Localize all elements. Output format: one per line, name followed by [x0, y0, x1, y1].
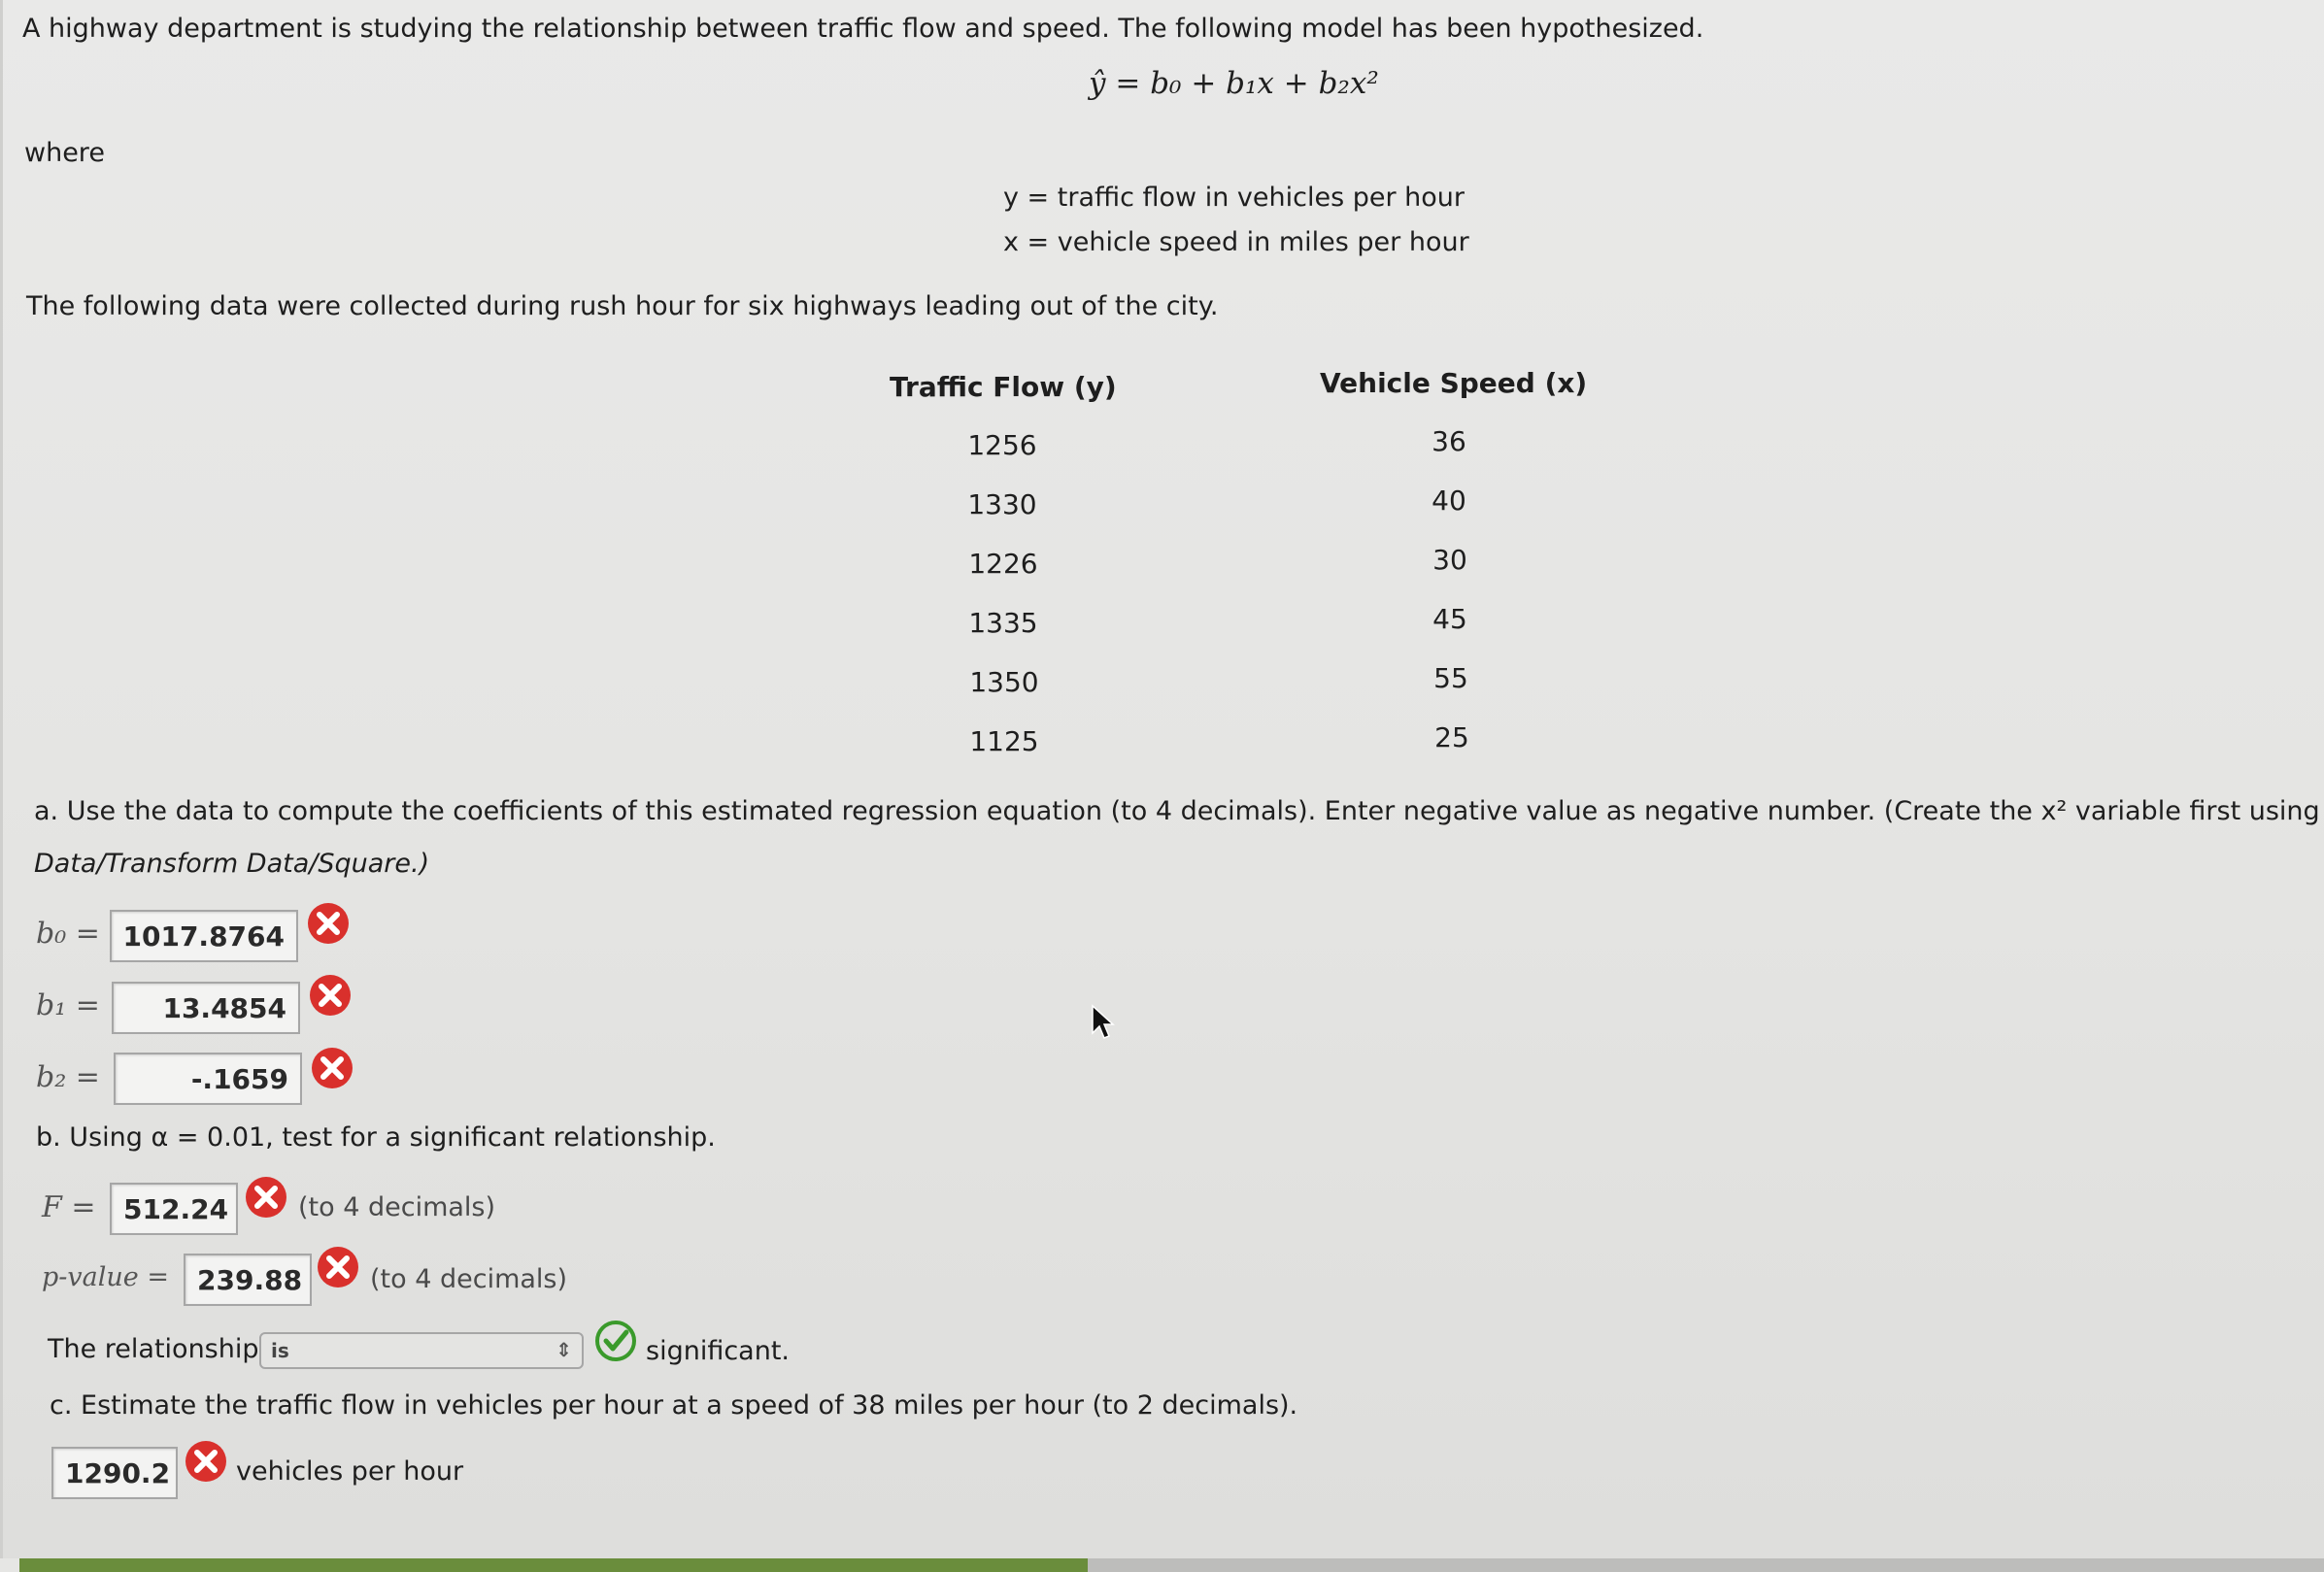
table-cell: 40 [1431, 485, 1466, 517]
traffic-flow-estimate-input[interactable]: 1290.2 [51, 1447, 178, 1499]
table-cell: 36 [1431, 425, 1466, 457]
correct-icon [593, 1319, 638, 1363]
b1-input[interactable]: 13.4854 [112, 982, 300, 1034]
f-stat-hint: (to 4 decimals) [298, 1192, 496, 1222]
definition-y: y = traffic flow in vehicles per hour [1003, 183, 1465, 213]
p-value-hint: (to 4 decimals) [370, 1264, 568, 1294]
mouse-cursor-icon [1091, 1004, 1116, 1041]
table-cell: 1256 [967, 429, 1037, 461]
incorrect-icon [310, 1046, 354, 1090]
footer-strip [1088, 1558, 2324, 1572]
f-stat-label: F = [42, 1190, 96, 1224]
table-header-traffic-flow: Traffic Flow (y) [890, 371, 1117, 403]
select-arrow-icon: ⇕ [556, 1338, 572, 1361]
incorrect-icon [316, 1245, 360, 1289]
relationship-select[interactable] [259, 1332, 584, 1369]
f-stat-input[interactable]: 512.24 [110, 1183, 238, 1235]
b2-input[interactable]: -.1659 [114, 1053, 302, 1105]
table-cell: 55 [1433, 662, 1468, 694]
progress-bar [19, 1558, 1088, 1572]
incorrect-icon [308, 973, 353, 1018]
table-cell: 1226 [968, 548, 1038, 580]
table-cell: 25 [1434, 721, 1469, 753]
b0-input[interactable]: 1017.8764 [110, 910, 298, 962]
table-cell: 1350 [969, 666, 1039, 698]
data-intro-text: The following data were collected during rush hour for six highways leading out of the city. [26, 291, 1219, 321]
relationship-suffix: significant. [646, 1336, 790, 1366]
part-a-instructions-cont: Data/Transform Data/Square.) [34, 849, 430, 879]
table-cell: 1335 [968, 607, 1038, 639]
part-c-instructions: c. Estimate the traffic flow in vehicles per hour at a speed of 38 miles per hour (to 2 decimals). [50, 1390, 1298, 1421]
definition-x: x = vehicle speed in miles per hour [1003, 227, 1469, 257]
b0-label: b₀ = [36, 917, 100, 951]
incorrect-icon [306, 901, 351, 946]
intro-text: A highway department is studying the relationship between traffic flow and speed. The following model has been hypothesized. [22, 14, 1704, 44]
incorrect-icon [244, 1175, 288, 1220]
part-a-instructions: a. Use the data to compute the coefficients of this estimated regression equation (to 4 decimals). Enter negative value as negative number. (Create the x² variable first using [34, 796, 2320, 826]
table-header-vehicle-speed: Vehicle Speed (x) [1320, 367, 1588, 399]
where-label: where [24, 138, 105, 168]
part-b-instructions: b. Using α = 0.01, test for a significant relationship. [36, 1122, 716, 1153]
relationship-prefix: The relationship [48, 1334, 259, 1364]
incorrect-icon [184, 1439, 228, 1484]
b2-label: b₂ = [36, 1060, 100, 1094]
table-cell: 30 [1432, 544, 1467, 576]
model-equation: ŷ = b₀ + b₁x + b₂x² [1089, 66, 1379, 101]
p-value-label: p-value = [42, 1262, 169, 1292]
table-cell: 1330 [967, 488, 1037, 520]
table-cell: 45 [1432, 603, 1467, 635]
traffic-flow-unit: vehicles per hour [236, 1456, 464, 1487]
b1-label: b₁ = [36, 988, 100, 1022]
p-value-input[interactable]: 239.88 [184, 1254, 312, 1306]
relationship-select-value: is [271, 1339, 289, 1362]
table-cell: 1125 [969, 725, 1039, 757]
